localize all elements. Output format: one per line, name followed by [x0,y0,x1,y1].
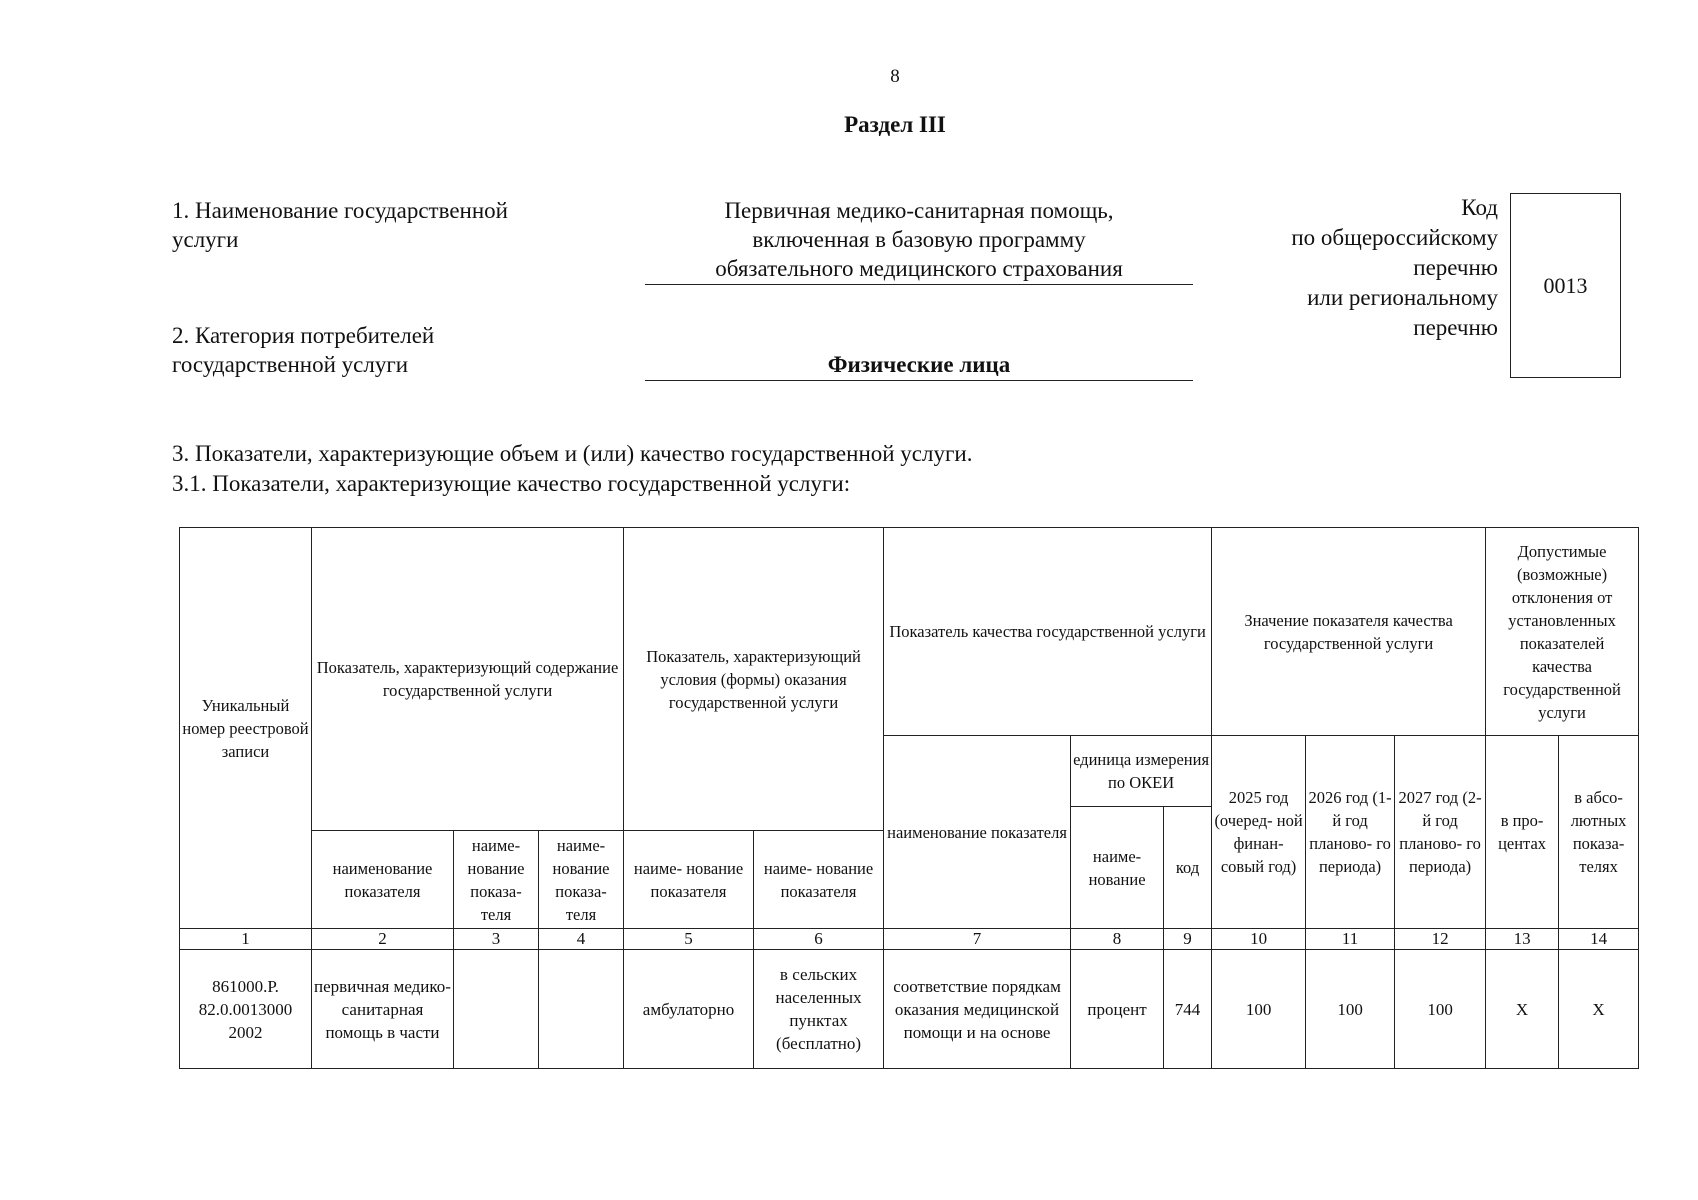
cell-content-name: первичная медико- санитарная помощь в части [312,950,454,1069]
cell-unit-name: процент [1071,950,1164,1069]
column-number: 13 [1486,929,1559,950]
section-title: Раздел III [844,112,946,137]
code-label-line: Код [1461,195,1498,220]
header-quality-indicator: Показатель качества государственной услуги [884,528,1212,736]
service-name-value-line: обязательного медицинского страхования [715,256,1123,281]
header-conditions-indicator-6: наиме- нование показателя [754,831,884,929]
header-unit-code: код [1164,807,1212,929]
header-year-2025: 2025 год (очеред- ной финан- совый год) [1212,736,1306,929]
column-number: 12 [1395,929,1486,950]
column-number: 6 [754,929,884,950]
code-label-line: перечню [1413,255,1498,280]
consumer-category-label [172,321,622,379]
service-name-label-line: 1. Наименование государственной [172,198,508,223]
consumer-category-value: Физические лица [645,350,1193,381]
column-number: 8 [1071,929,1164,950]
consumer-category-label-line: государственной услуги [172,352,409,377]
header-content-indicator: Показатель, характеризующий содержание государственной услуги [312,528,624,831]
cell-content-4 [539,950,624,1069]
cell-value-2025: 100 [1212,950,1306,1069]
code-label-line: или региональному [1307,285,1498,310]
cell-quality-name: соответствие порядкам оказания медицинской помощи и на основе [884,950,1071,1069]
column-number: 9 [1164,929,1212,950]
service-name-label-line: услуги [172,227,239,252]
header-quality-value: Значение показателя качества государственной услуги [1212,528,1486,736]
header-content-indicator-4: наиме- нование показа- теля [539,831,624,929]
cell-deviation-absolute: X [1559,950,1639,1069]
header-registry-number: Уникальный номер реестровой записи [180,528,312,929]
column-number: 1 [180,929,312,950]
cell-unit-code: 744 [1164,950,1212,1069]
header-unit-okei: единица измерения по ОКЕИ [1071,736,1212,807]
header-content-indicator-3: наиме- нование показа- теля [454,831,539,929]
column-number: 7 [884,929,1071,950]
code-value-box: 0013 [1510,193,1621,378]
quality-indicators-table [179,527,1639,1069]
cell-value-2026: 100 [1306,950,1395,1069]
header-year-2027: 2027 год (2-й год планово- го периода) [1395,736,1486,929]
column-number: 5 [624,929,754,950]
paragraph-3-1: 3.1. Показатели, характеризующие качество государственной услуги: [172,471,851,496]
service-name-label [172,196,622,254]
consumer-category-label-line: 2. Категория потребителей [172,323,435,348]
column-number: 3 [454,929,539,950]
code-label [1240,193,1498,343]
cell-registry-number: 861000.Р. 82.0.0013000 2002 [180,950,312,1069]
column-number: 4 [539,929,624,950]
code-label-line: по общероссийскому [1291,225,1498,250]
header-conditions-indicator-5: наиме- нование показателя [624,831,754,929]
page-number: 8 [890,66,900,87]
cell-deviation-percent: X [1486,950,1559,1069]
header-content-indicator-name: наименование показателя [312,831,454,929]
header-in-percent: в про- центах [1486,736,1559,929]
column-number: 10 [1212,929,1306,950]
cell-condition-6: в сельских населенных пунктах (бесплатно) [754,950,884,1069]
service-name-value-line: включенная в базовую программу [752,227,1086,252]
header-quality-indicator-name: наименование показателя [884,736,1071,929]
cell-condition-5: амбулаторно [624,950,754,1069]
header-conditions-indicator: Показатель, характеризующий условия (формы) оказания государственной услуги [624,528,884,831]
column-numbers-row [180,929,1639,950]
table-row [180,950,1639,1069]
header-in-absolute: в абсо- лютных показа- телях [1559,736,1639,929]
code-label-line: перечню [1413,315,1498,340]
column-number: 14 [1559,929,1639,950]
header-allowed-deviations: Допустимые (возможные) отклонения от установленных показателей качества государственной услуги [1486,528,1639,736]
header-year-2026: 2026 год (1-й год планово- го периода) [1306,736,1395,929]
cell-value-2027: 100 [1395,950,1486,1069]
header-unit-name: наиме- нование [1071,807,1164,929]
service-name-value-line: Первичная медико-санитарная помощь, [724,198,1114,223]
column-number: 11 [1306,929,1395,950]
paragraph-3: 3. Показатели, характеризующие объем и (или) качество государственной услуги. [172,441,973,466]
service-name-value [645,196,1193,285]
cell-content-3 [454,950,539,1069]
column-number: 2 [312,929,454,950]
